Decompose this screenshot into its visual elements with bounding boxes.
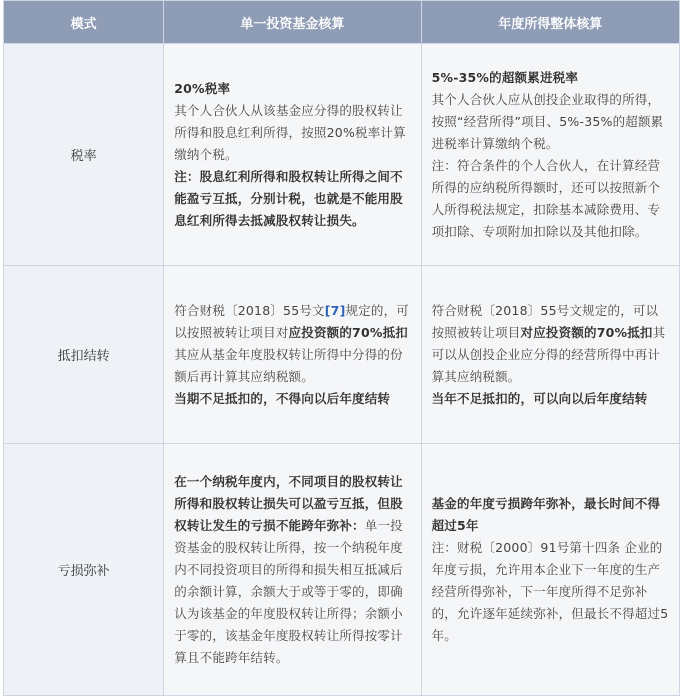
cell-note: 当期不足抵扣的，不得向以后年度结转 [174,390,391,406]
cell-single-tax-rate [164,44,421,266]
header-mode: 模式 [4,1,164,44]
text-post: 其应从基金年度股权转让所得中分得的份额后再计算其应纳税额。 [174,346,403,384]
cell-text: 其个人合伙人应从创投企业取得的所得，按照“经营所得”项目、5%-35%的超额累进税率计算缴纳个税。 [431,91,664,151]
cell-note: 当年不足抵扣的，可以向以后年度结转 [431,390,648,406]
table-row-tax-rate [4,44,680,266]
text-pre: 符合财税〔2018〕55号文 [174,302,325,318]
cell-annual-deduction [421,266,679,444]
cell-text [174,471,411,669]
reference-link[interactable]: [7] [324,302,346,318]
cell-annual-tax-rate [421,44,679,266]
cell-text [174,300,411,388]
text-mid: 规定的，可以按照被转让项目对 [174,302,410,340]
cell-title: 基金的年度亏损跨年弥补，最长时间不得超过5年 [431,495,661,533]
cell-title: 20%税率 [174,80,231,96]
cell-text: 其个人合伙人从该基金应分得的股权转让所得和股息红利所得，按照20%税率计算缴纳个税。 [174,102,406,162]
text-bold: 对应投资额的70%抵扣 [520,324,653,340]
text-pre: 符合财税〔2018〕55号文规定的，可以按照被转让项目 [431,302,659,340]
text-bold: 在一个纳税年度内，不同项目的股权转让所得和股权转让损失可以盈亏互抵，但股权转让发生的亏损不能跨年弥补： [174,473,403,533]
table-header-row [4,1,680,44]
header-annual: 年度所得整体核算 [421,1,679,44]
header-single-fund: 单一投资基金核算 [164,1,421,44]
comparison-table [3,0,680,696]
row-label-loss: 亏损弥补 [4,444,164,696]
row-label-deduction: 抵扣结转 [4,266,164,444]
text-post: 其可以从创投企业应分得的经营所得中再计算其应纳税额。 [431,324,666,384]
table-row-loss [4,444,680,696]
cell-title: 5%-35%的超额累进税率 [431,69,579,85]
cell-single-loss [164,444,421,696]
text-body: 单一投资基金的股权转让所得，按一个纳税年度内不同投资项目的所得和损失相互抵减后的余额计算，余额大于或等于零的，即确认为该基金的年度股权转让所得；余额小于零的，该基金年度股权转让所得按零计算且不能跨年结转。 [174,517,403,665]
table-row-deduction [4,266,680,444]
text-bold: 应投资额的70%抵扣 [288,324,408,340]
cell-text [432,300,670,388]
cell-note: 注：符合条件的个人合伙人，在计算经营所得的应纳税所得额时，还可以按照新个人所得税法规定，扣除基本减除费用、专项扣除、专项附加扣除以及其他扣除。 [431,157,661,239]
row-label-tax-rate: 税率 [4,44,164,266]
cell-annual-loss [421,444,679,696]
cell-note: 注：股息红利所得和股权转让所得之间不能盈亏互抵，分别计税，也就是不能用股息红利所得去抵减股权转让损失。 [174,168,403,228]
cell-text: 注：财税〔2000〕91号第十四条 企业的年度亏损，允许用本企业下一年度的生产经营所得弥补，下一年度所得不足弥补的，允许逐年延续弥补，但最长不得超过5年。 [431,539,669,643]
cell-single-deduction [164,266,421,444]
